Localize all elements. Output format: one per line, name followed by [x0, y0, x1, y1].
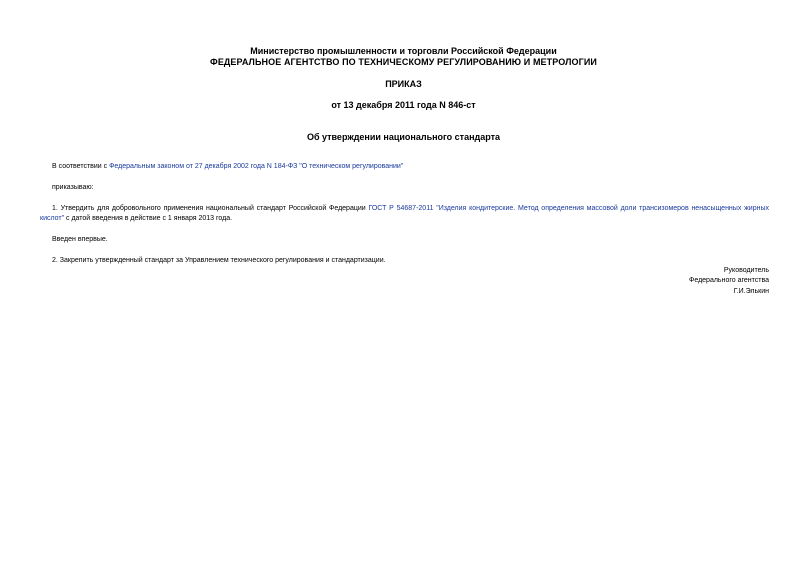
- basis-paragraph: [40, 162, 769, 172]
- signature-name: Г.И.Элькин: [733, 288, 769, 295]
- basis-prefix: В соответствии с: [52, 163, 110, 170]
- order-word: приказываю:: [52, 184, 94, 191]
- federal-law-link[interactable]: Федеральным законом от 27 декабря 2002 года N 184-ФЗ "О техническом регулировании": [109, 163, 404, 170]
- signature-position: Руководитель: [723, 267, 769, 274]
- document-date: от 13 декабря 2011 года N 846-ст: [331, 100, 476, 110]
- agency-title: ФЕДЕРАЛЬНОЕ АГЕНТСТВО ПО ТЕХНИЧЕСКОМУ РЕГУЛИРОВАНИЮ И МЕТРОЛОГИИ: [210, 57, 597, 67]
- document-subject: Об утверждении национального стандарта: [306, 132, 501, 142]
- document-type: ПРИКАЗ: [385, 79, 422, 89]
- item-1-suffix: с датой введения в действие с 1 января 2013 года.: [64, 215, 233, 222]
- item-1-prefix: 1. Утвердить для добровольного применения национальный стандарт Российской Федерации: [52, 205, 369, 212]
- item-1-paragraph: [40, 204, 769, 224]
- signature-agency: Федерального агентства: [689, 277, 769, 284]
- introduced-first-note: Введен впервые.: [52, 236, 108, 243]
- item-2-paragraph: 2. Закрепить утвержденный стандарт за Управлением технического регулирования и стандартизации.: [52, 257, 386, 264]
- gost-standard-link[interactable]: ГОСТ Р 54687-2011 "Изделия кондитерские. Метод определения массовой доли трансизомеров ненасыщенных жирных кислот": [40, 205, 769, 222]
- ministry-title: Министерство промышленности и торговли Российской Федерации: [250, 46, 557, 56]
